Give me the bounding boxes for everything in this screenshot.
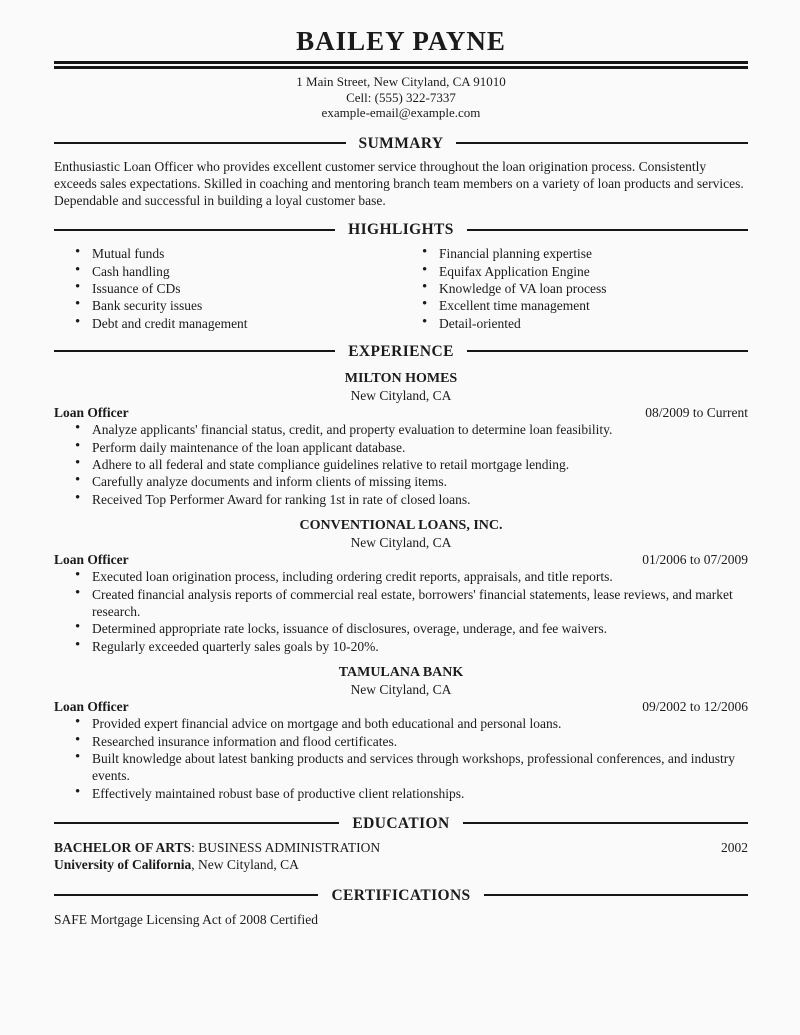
heading-rule-left bbox=[54, 894, 318, 896]
experience-job bbox=[54, 517, 748, 655]
job-title: Loan Officer bbox=[54, 404, 129, 420]
job-bullet: • Received Top Performer Award for ranking 1st in rate of closed loans. bbox=[54, 491, 748, 508]
job-bullet: • Provided expert financial advice on mortgage and both educational and personal loans. bbox=[54, 715, 748, 732]
job-title-row bbox=[54, 698, 748, 716]
resume-header bbox=[54, 24, 748, 121]
highlight-item: • Excellent time management bbox=[401, 297, 748, 314]
section-certifications bbox=[54, 886, 748, 929]
job-bullet: • Adhere to all federal and state compliance guidelines relative to retail mortgage lending. bbox=[54, 456, 748, 473]
section-experience bbox=[54, 342, 748, 802]
experience-job bbox=[54, 370, 748, 508]
company-name: TAMULANA BANK bbox=[338, 664, 464, 680]
highlight-item: • Mutual funds bbox=[54, 245, 401, 262]
highlights-list-left bbox=[54, 245, 401, 331]
highlight-item: • Issuance of CDs bbox=[54, 280, 401, 297]
highlights-heading-title: HIGHLIGHTS bbox=[348, 221, 454, 239]
job-location: New Cityland, CA bbox=[350, 534, 452, 550]
job-bullet-list bbox=[54, 568, 748, 654]
job-bullet: • Perform daily maintenance of the loan applicant database. bbox=[54, 439, 748, 456]
job-location: New Cityland, CA bbox=[350, 387, 452, 403]
education-heading bbox=[54, 814, 748, 833]
candidate-name: BAILEY PAYNE bbox=[296, 26, 506, 56]
job-dates: 08/2009 to Current bbox=[645, 404, 748, 420]
heading-rule-right bbox=[456, 142, 748, 144]
job-title-row bbox=[54, 551, 748, 569]
section-highlights bbox=[54, 220, 748, 331]
job-bullet: • Determined appropriate rate locks, issuance of disclosures, overage, underage, and fee waivers. bbox=[54, 620, 748, 637]
school-row bbox=[54, 856, 748, 874]
heading-rule-right bbox=[484, 894, 748, 896]
job-bullet: • Carefully analyze documents and inform clients of missing items. bbox=[54, 473, 748, 490]
heading-rule-right bbox=[467, 229, 748, 231]
job-bullet: • Regularly exceeded quarterly sales goals by 10-20%. bbox=[54, 638, 748, 655]
education-heading-title: EDUCATION bbox=[352, 814, 450, 832]
header-rule-bottom bbox=[54, 66, 748, 70]
job-bullet-list bbox=[54, 715, 748, 801]
contact-phone: Cell: (555) 322-7337 bbox=[346, 89, 456, 105]
degree-line bbox=[54, 839, 380, 857]
highlights-columns bbox=[54, 245, 748, 331]
job-bullet: • Built knowledge about latest banking products and services through workshops, professional conferences, and industry events. bbox=[54, 750, 748, 785]
summary-heading bbox=[54, 134, 748, 153]
certifications-heading-title: CERTIFICATIONS bbox=[331, 886, 471, 904]
heading-rule-left bbox=[54, 822, 339, 824]
heading-rule-left bbox=[54, 229, 335, 231]
highlight-item: • Detail-oriented bbox=[401, 315, 748, 332]
job-dates: 09/2002 to 12/2006 bbox=[642, 698, 748, 714]
job-title: Loan Officer bbox=[54, 551, 129, 567]
certifications-heading bbox=[54, 886, 748, 905]
company-name: MILTON HOMES bbox=[344, 370, 458, 386]
education-body bbox=[54, 839, 748, 874]
heading-rule-left bbox=[54, 142, 346, 144]
highlight-item: • Debt and credit management bbox=[54, 315, 401, 332]
job-dates: 01/2006 to 07/2009 bbox=[642, 551, 748, 567]
degree-row bbox=[54, 839, 748, 857]
contact-address: 1 Main Street, New Cityland, CA 91010 bbox=[296, 74, 506, 89]
company-name: CONVENTIONAL LOANS, INC. bbox=[299, 517, 503, 533]
heading-rule-right bbox=[463, 822, 748, 824]
school-name: University of California bbox=[54, 857, 192, 873]
highlights-list-right bbox=[401, 245, 748, 331]
experience-job bbox=[54, 664, 748, 802]
experience-heading bbox=[54, 342, 748, 361]
experience-heading-title: EXPERIENCE bbox=[348, 342, 454, 360]
job-bullet: • Analyze applicants' financial status, credit, and property evaluation to determine loan feasibility. bbox=[54, 421, 748, 438]
highlight-item: • Equifax Application Engine bbox=[401, 263, 748, 280]
job-title: Loan Officer bbox=[54, 698, 129, 714]
contact-email: example-email@example.com bbox=[321, 105, 481, 120]
school-line bbox=[54, 856, 299, 874]
heading-rule-right bbox=[467, 350, 748, 352]
job-bullet-list bbox=[54, 421, 748, 507]
highlights-heading bbox=[54, 220, 748, 239]
job-title-row bbox=[54, 404, 748, 422]
summary-heading-title: SUMMARY bbox=[358, 134, 444, 152]
job-bullet: • Executed loan origination process, including ordering credit reports, appraisals, and title reports. bbox=[54, 568, 748, 585]
degree-name: BACHELOR OF ARTS bbox=[54, 839, 192, 855]
graduation-year: 2002 bbox=[721, 839, 748, 855]
highlight-item: • Cash handling bbox=[54, 263, 401, 280]
job-bullet: • Effectively maintained robust base of productive client relationships. bbox=[54, 785, 748, 802]
highlight-item: • Bank security issues bbox=[54, 297, 401, 314]
school-location: , New Cityland, CA bbox=[191, 857, 299, 873]
section-education bbox=[54, 814, 748, 874]
header-rule-top bbox=[54, 61, 748, 64]
contact-block bbox=[54, 74, 748, 121]
job-bullet: • Created financial analysis reports of commercial real estate, borrowers' financial statements, lease reviews, and market research. bbox=[54, 586, 748, 621]
heading-rule-left bbox=[54, 350, 335, 352]
section-summary bbox=[54, 134, 748, 210]
highlight-item: • Knowledge of VA loan process bbox=[401, 280, 748, 297]
job-bullet: • Researched insurance information and flood certificates. bbox=[54, 733, 748, 750]
summary-text: Enthusiastic Loan Officer who provides excellent customer service throughout the loan origination process. Consistently exceeds sales expectations. Skilled in coaching and mentoring branch team members on a variety of loan products and services. Dependable and successful in building a loyal customer base. bbox=[54, 158, 744, 209]
job-location: New Cityland, CA bbox=[350, 681, 452, 697]
header-double-rule bbox=[54, 61, 748, 69]
highlight-item: • Financial planning expertise bbox=[401, 245, 748, 262]
certification-item: SAFE Mortgage Licensing Act of 2008 Certified bbox=[54, 911, 318, 927]
degree-major: : BUSINESS ADMINISTRATION bbox=[191, 839, 381, 855]
